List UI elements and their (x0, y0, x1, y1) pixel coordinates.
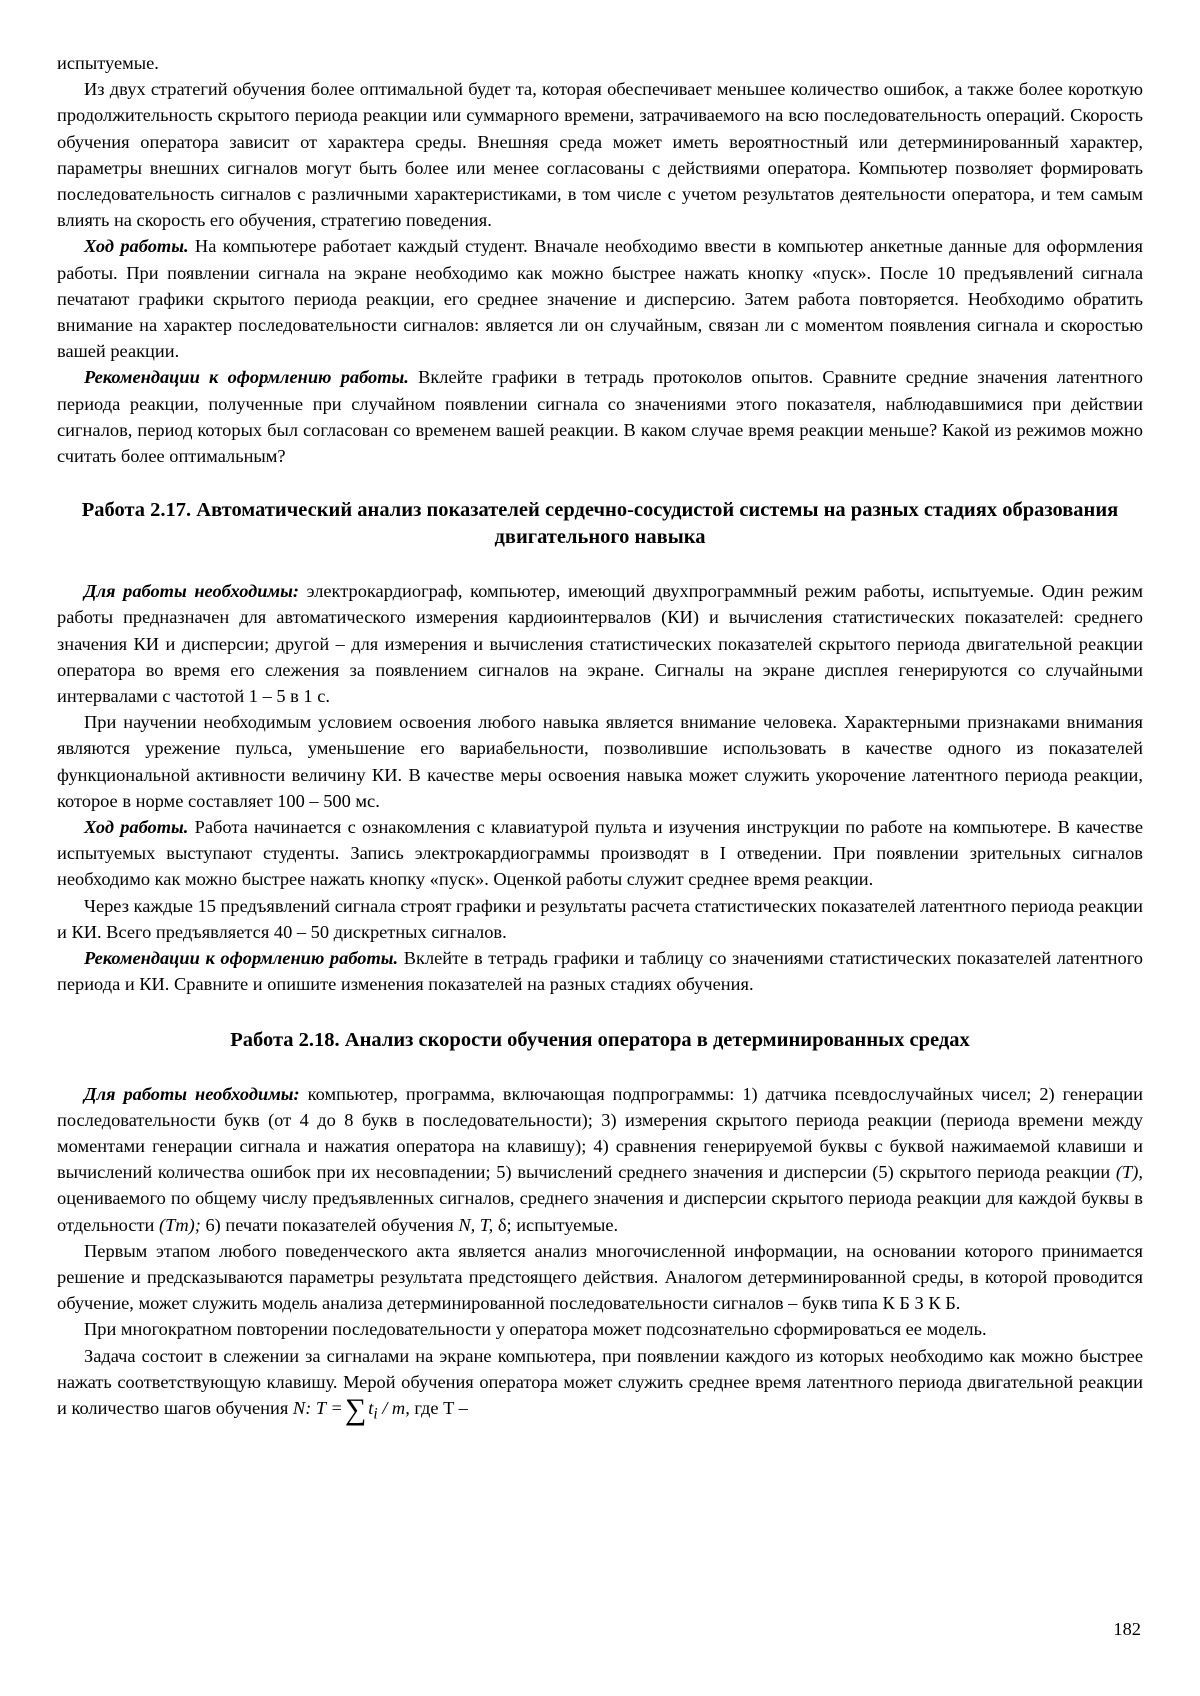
paragraph-attention: При научении необходимым условием освоения любого навыка является внимание человека. Характерными признаками внимания являются урежение пульса, уменьшение его вариабельности, позволившие использовать в качестве одного из показателей функциональной активности величину КИ. В качестве меры освоения навыка может служить укорочение латентного периода реакции, которое в норме составляет 100 – 500 мс. (57, 712, 1143, 811)
paragraph-task (57, 1343, 1143, 1428)
paragraph-requirements (57, 1081, 1143, 1238)
paragraph-text: Вклейте графики в тетрадь протоколов опытов. Сравните средние значения латентного периода реакции, полученные при случайном появлении сигнала со значениями этого показателя, наблюдавшимися при действии сигналов, период которых был согласован со временем вашей реакции. В каком случае время реакции меньше? Какой из режимов можно считать более оптимальным? (57, 367, 1143, 467)
paragraph-text: Работа начинается с ознакомления с клавиатурой пульта и изучения инструкции по работе на компьютере. В качестве испытуемых выступают студенты. Запись электрокардиограммы производят в I отведении. При появлении зрительных сигналов необходимо как можно быстрее нажать кнопку «пуск». Оценкой работы служит среднее время реакции. (57, 817, 1143, 890)
paragraph-text: Вклейте в тетрадь графики и таблицу со значениями статистических показателей латентного периода и КИ. Сравните и опишите изменения показателей на разных стадиях обучения. (57, 948, 1143, 995)
paragraph-signals: Через каждые 15 предъявлений сигнала строят графики и результаты расчета статистических показателей латентного периода реакции и КИ. Всего предъявляется 40 – 50 дискретных сигналов. (57, 895, 1143, 942)
paragraph-lead: Ход работы. (84, 817, 189, 838)
symbol-n-t: N, T, (458, 1214, 494, 1235)
paragraph-text: δ; испытуемые. (493, 1214, 619, 1235)
symbol-tm: (Tm); (158, 1214, 201, 1235)
symbol-t: (T), (1115, 1162, 1143, 1183)
paragraph-text: где T – (409, 1397, 468, 1418)
paragraph-strategies: Из двух стратегий обучения более оптимальной будет та, которая обеспечивает меньшее количество ошибок, а также более короткую продолжительность скрытого периода реакции или суммарного времени, затрачиваемого на всю последовательность операций. Скорость обучения оператора зависит от характера среды. Внешняя среда может иметь вероятностный или детерминированный характер, параметры внешних сигналов могут быть более или менее согласованы с действиями оператора. Компьютер позволяет формировать последовательность сигналов с различными характеристиками, в том числе с учетом результатов деятельности оператора, и тем самым влиять на скорость его обучения, стратегию поведения. (57, 79, 1143, 231)
sum-symbol: ∑ (344, 1392, 367, 1426)
paragraph-text: компьютер, программа, включающая подпрограммы: 1) датчика псевдослучайных чисел; 2) генерации последовательности букв (от 4 до 8 букв в последовательности); 3) измерения скрытого периода реакции (периода времени между моментами генерации сигнала и нажатия оператора на клавишу); 4) сравнения генерируемой буквы с буквой нажимаемой клавиши и вычислений количества ошибок при их несовпадении; 5) вычислений среднего значения и дисперсии (5) скрытого периода реакции (57, 1083, 1143, 1183)
paragraph-lead: Для работы необходимы: (84, 1083, 300, 1104)
paragraph-lead: Для работы необходимы: (84, 581, 300, 602)
paragraph-text: электрокардиограф, компьютер, имеющий двухпрограммный режим работы, испытуемые. Один режим работы предназначен для автоматического измерения кардиоинтервалов (КИ) и вычисления статистических показателей: среднего значения КИ и дисперсии; другой – для измерения и вычисления статистических показателей скрытого периода двигательной реакции оператора во время его слежения за появлением сигналов на экране. Сигналы на экране дисплея генерируются со случайными интервалами с частотой 1 – 5 в 1 с. (57, 581, 1144, 707)
paragraph-recommendations (57, 945, 1143, 997)
paragraph-procedure (57, 233, 1143, 364)
paragraph-text: На компьютере работает каждый студент. Вначале необходимо ввести в компьютер анкетные данные для оформления работы. При появлении сигнала на экране необходимо как можно быстрее нажать кнопку «пуск». После 10 предъявлений сигнала печатают графики скрытого периода реакции, его среднее значение и дисперсию. Затем работа повторяется. Необходимо обратить внимание на характер последовательности сигналов: является ли он случайным, связан ли с моментом появления сигнала и скоростью вашей реакции. (57, 236, 1143, 362)
paragraph-text: оцениваемого по общему числу предъявленных сигналов, среднего значения и дисперсии скрытого периода реакции для каждой буквы в отдельности (57, 1188, 1143, 1235)
paragraph-recommendations (57, 364, 1143, 469)
paragraph-continuation: испытуемые. (57, 53, 159, 73)
paragraph-procedure (57, 814, 1143, 893)
formula-t: t (368, 1397, 374, 1418)
paragraph-lead: Рекомендации к оформлению работы. (84, 367, 409, 388)
paragraph-text: Задача состоит в слежении за сигналами на экране компьютера, при появлении каждого из которых необходимо как можно быстрее нажать соответствующую клавишу. Мерой обучения оператора может служить среднее время латентного периода двигательной реакции и количество шагов обучения (57, 1345, 1143, 1418)
paragraph-lead: Рекомендации к оформлению работы. (84, 948, 399, 969)
section-title-2-18: Работа 2.18. Анализ скорости обучения оператора в детерминированных средах (230, 1028, 970, 1051)
formula-mean-time (292, 1392, 410, 1426)
page-number: 182 (1113, 1619, 1141, 1639)
formula-index: i (373, 1405, 378, 1423)
paragraph-repetition: При многократном повторении последовательности у оператора может подсознательно сформироваться ее модель. (84, 1319, 987, 1340)
paragraph-behavior: Первым этапом любого поведенческого акта является анализ многочисленной информации, на основании которого принимается решение и предсказываются параметры результата предстоящего действия. Аналогом детерминированной среды, в которой проводится обучение, может служить модель анализа детерминированной последовательности сигналов – букв типа К Б З К Б. (57, 1240, 1143, 1314)
formula-lhs: N: T = (292, 1397, 343, 1418)
paragraph-text: 6) печати показателей обучения (200, 1214, 459, 1235)
paragraph-lead: Ход работы. (84, 236, 189, 257)
section-title-2-17: Работа 2.17. Автоматический анализ показателей сердечно-сосудистой системы на разных стадиях образования двигательного навыка (81, 499, 1119, 549)
formula-divisor: / m, (377, 1397, 410, 1418)
paragraph-requirements (57, 578, 1143, 709)
